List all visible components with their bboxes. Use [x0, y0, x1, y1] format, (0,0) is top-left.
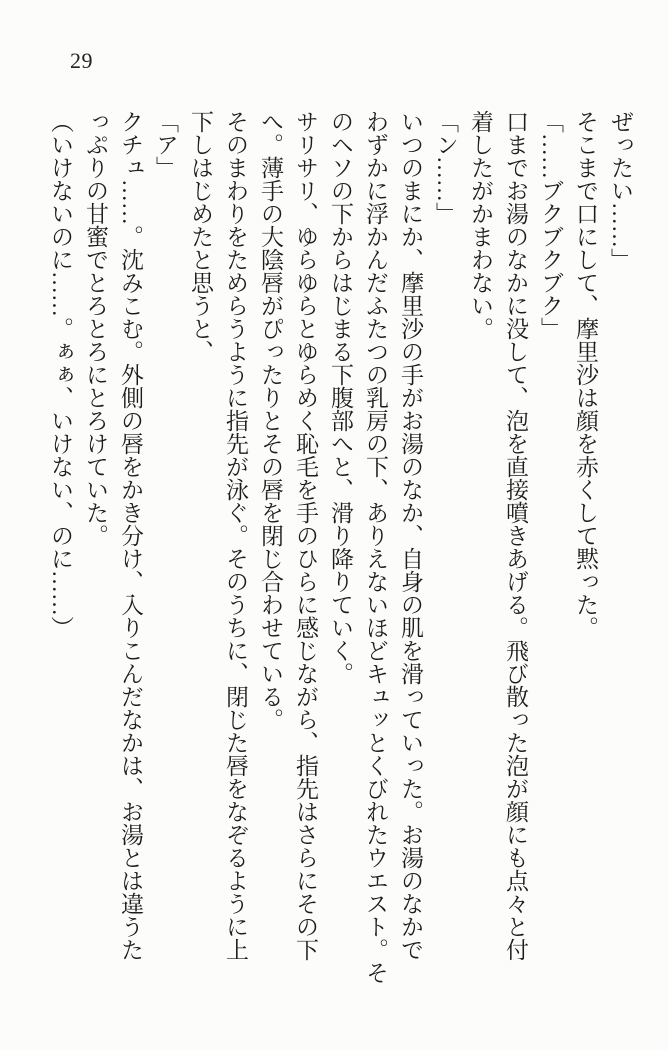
text-line: サリサリ、ゆらゆらとゆらめく恥毛を手のひらに感じながら、指先はさらにその下	[293, 110, 318, 961]
text-line: のヘソの下からはじまる下腹部へと、滑り降りていく。	[328, 110, 353, 685]
text-line: そのまわりをためらうように指先が泳ぐ。そのうちに、閉じた唇をなぞるように上	[223, 110, 248, 961]
text-line: いつのまにか、摩里沙の手がお湯のなか、自身の肌を滑っていった。お湯のなかで	[398, 110, 423, 961]
text-line: 「ア」	[153, 110, 178, 179]
text-line: そこまで口にして、摩里沙は顔を赤くして黙った。	[573, 110, 598, 639]
text-line: へ。薄手の大陰唇がぴったりとその唇を閉じ合わせている。	[258, 110, 283, 731]
text-line: 「ン……」	[433, 110, 458, 225]
text-line: ぜったい……」	[608, 110, 633, 271]
text-line: 下しはじめたと思うと、	[188, 110, 213, 363]
text-line: 「……ブクブクブク」	[538, 110, 563, 340]
body-text	[43, 110, 638, 994]
text-line: わずかに浮かんだふたつの乳房の下、ありえないほどキュッとくびれたウエスト。そ	[363, 110, 388, 984]
text-line: クチュ……。沈みこむ。外側の唇をかき分け、入りこんだなかは、お湯とは違うた	[118, 110, 143, 961]
text-line: 口までお湯のなかに没して、泡を直接噴きあげる。飛び散った泡が顔にも点々と付	[503, 110, 528, 961]
page-number: 29	[70, 48, 93, 73]
text-line: （いけないのに……。ぁぁ、いけない、のに……）	[48, 110, 73, 639]
text-line: っぷりの甘蜜でとろとろにとろけていた。	[83, 110, 108, 547]
text-line: 着したがかまわない。	[468, 110, 493, 340]
